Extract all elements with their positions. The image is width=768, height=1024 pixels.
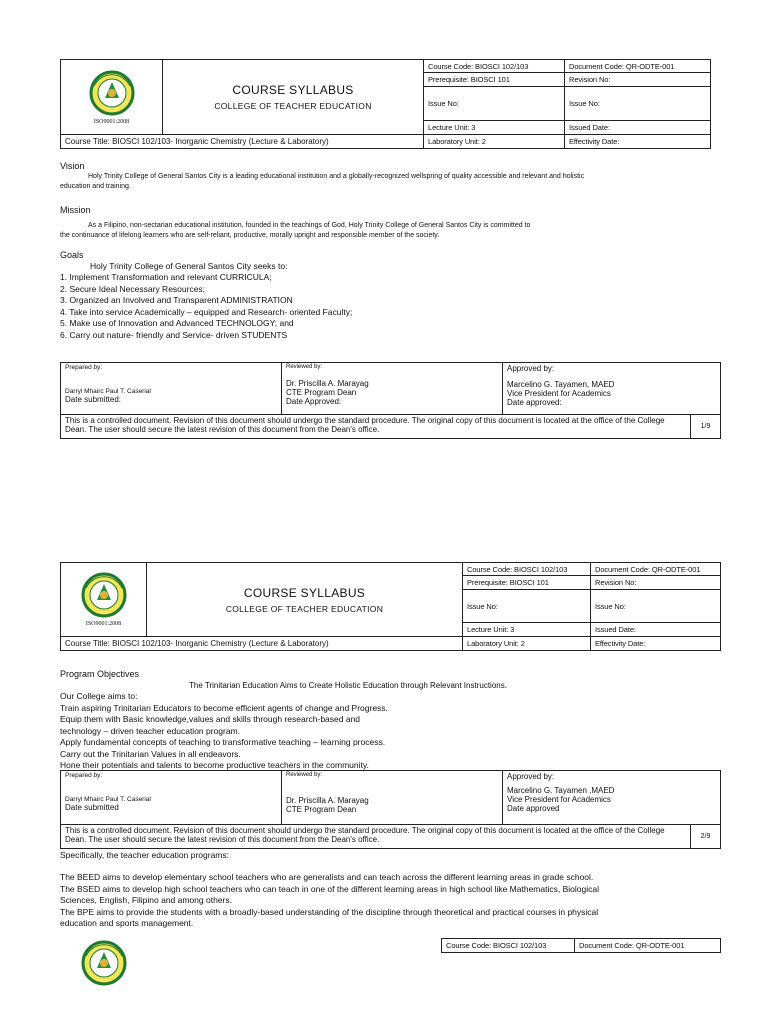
college-aims-list <box>60 691 388 772</box>
mission-text-line-1: As a Filipino, non-sectarian educational institution, founded in the teachings of God, Holy Trinity College of General Santos City is committed to <box>88 222 531 229</box>
approved-title: Vice President for Academics <box>507 389 611 398</box>
course-title: Course Title: BIOSCI 102/103- Inorganic Chemistry (Lecture & Laboratory) <box>61 637 463 651</box>
approved-label: Approved by: <box>507 772 555 781</box>
reviewed-cell <box>282 771 503 825</box>
lecture-unit: Lecture Unit: 3 <box>424 121 565 135</box>
aim-line: Carry out the Trinitarian Values in all endeavors. <box>60 748 241 759</box>
prepared-name: Darryl Mhairc Paul T. Caserial <box>65 796 151 803</box>
laboratory-unit: Laboratory Unit: 2 <box>463 637 591 651</box>
vision-text-line-1: Holy Trinity College of General Santos City is a leading educational institution and a globally-recognized wellspring of quality accessible and relevant and holistic <box>88 173 585 180</box>
iso-certification: ISO9001:2008 <box>85 621 122 627</box>
reviewed-label: Reviewed by: <box>286 772 323 778</box>
approved-name: Marcelino G. Tayamen ,MAED <box>507 786 615 795</box>
control-line-2: Dean. The user should secure the latest revision of this document from the Dean's office. <box>65 835 380 844</box>
goal-item: 1. Implement Transformation and relevant CURRICULA; <box>60 272 272 282</box>
control-line-2: Dean. The user should secure the latest revision of this document from the Dean's office. <box>65 425 380 434</box>
goals-list <box>60 272 352 341</box>
bsed-text-line-1: The BSED aims to develop high school teachers who can teach in one of the different learning areas in high school like Mathematics, Biological <box>60 884 599 894</box>
beed-text: The BEED aims to develop elementary school teachers who are generalists and can teach across the different learning areas in grade school. <box>60 872 594 882</box>
issue-no-right: Issue No: <box>565 87 711 121</box>
goals-intro: Holy Trinity College of General Santos City seeks to: <box>90 261 288 271</box>
approved-label: Approved by: <box>507 364 555 373</box>
title-cell <box>147 563 463 637</box>
vision-text-line-2: education and training. <box>60 183 131 190</box>
specifically-text: Specifically, the teacher education programs: <box>60 850 229 860</box>
reviewed-title: CTE Program Dean <box>286 805 357 814</box>
document-code: Document Code: QR-ODTE-001 <box>591 563 721 576</box>
control-line-1: This is a controlled document. Revision of this document should undergo the standard procedure. The original copy of this document is located at the office of the College <box>65 826 665 835</box>
control-line-1: This is a controlled document. Revision of this document should undergo the standard procedure. The original copy of this document is located at the office of the College <box>65 416 665 425</box>
prepared-date: Date submitted: <box>65 395 122 404</box>
program-objectives-heading: Program Objectives <box>60 669 140 679</box>
issued-date: Issued Date: <box>565 121 711 135</box>
college-name: COLLEGE OF TEACHER EDUCATION <box>214 101 372 111</box>
page-title: COURSE SYLLABUS <box>243 585 366 600</box>
document-code: Document Code: QR-ODTE-001 <box>575 939 721 953</box>
aim-line: Train aspiring Trinitarian Educators to become efficient agents of change and Progress. <box>60 702 388 713</box>
title-cell <box>163 60 424 135</box>
approved-name: Marcelino G. Tayamen, MAED <box>507 380 615 389</box>
prepared-date: Date submitted <box>65 803 119 812</box>
logo-cell <box>61 563 147 637</box>
approved-cell <box>503 771 721 825</box>
vision-heading: Vision <box>60 161 85 171</box>
prepared-cell <box>61 363 282 415</box>
reviewed-name: Dr. Priscilla A. Marayag <box>286 796 369 805</box>
page-number: 2/9 <box>691 825 721 849</box>
prerequisite: Prerequisite: BIOSCI 101 <box>463 576 591 590</box>
bpe-text-line-1: The BPE aims to provide the students with a broadly-based understanding of the discipline through theoretical and practical courses in physical <box>60 907 599 917</box>
controlled-document-notice <box>61 415 691 439</box>
page2-header-table <box>60 562 721 651</box>
reviewed-label: Reviewed by: <box>286 364 323 370</box>
goal-item: 3. Organized an Involved and Transparent ADMINISTRATION <box>60 295 293 305</box>
prepared-cell <box>61 771 282 825</box>
lecture-unit: Lecture Unit: 3 <box>463 623 591 637</box>
revision-no: Revision No: <box>591 576 721 590</box>
effectivity-date: Effectivity Date: <box>591 637 721 651</box>
mission-text-line-2: the continuance of lifelong learners who are self-reliant, productive, morally upright and responsible member of the society. <box>60 232 440 239</box>
issue-no-left: Issue No: <box>424 87 565 121</box>
bsed-text-line-2: Sciences, English, Filipino and among others. <box>60 895 232 905</box>
course-code: Course Code: BIOSCI 102/103 <box>424 60 565 73</box>
reviewed-name: Dr. Priscilla A. Marayag <box>286 379 369 388</box>
revision-no: Revision No: <box>565 73 711 87</box>
approved-title: Vice President for Academics <box>507 795 611 804</box>
approved-date: Date approved <box>507 804 560 813</box>
reviewed-date: Date Approved: <box>286 397 342 406</box>
college-seal-logo <box>78 940 130 991</box>
effectivity-date: Effectivity Date: <box>565 135 711 149</box>
page3-header-table <box>441 938 721 953</box>
trinitarian-statement: The Trinitarian Education Aims to Create Holistic Education through Relevant Instructions. <box>189 681 507 690</box>
college-name: COLLEGE OF TEACHER EDUCATION <box>225 603 384 614</box>
aim-line: Equip them with Basic knowledge,values and skills through research-based and <box>60 714 361 724</box>
laboratory-unit: Laboratory Unit: 2 <box>424 135 565 149</box>
goals-heading: Goals <box>60 250 84 260</box>
bpe-text-line-2: education and sports management. <box>60 918 194 928</box>
course-code: Course Code: BIOSCI 102/103 <box>463 563 591 576</box>
goal-item: 5. Make use of Innovation and Advanced TECHNOLOGY; and <box>60 318 294 328</box>
iso-certification: ISO9001:2008 <box>93 118 130 125</box>
goal-item: 6. Carry out nature- friendly and Service- driven STUDENTS <box>60 329 288 340</box>
aim-line: Apply fundamental concepts of teaching to transformative teaching – learning process. <box>60 737 386 747</box>
issued-date: Issued Date: <box>591 623 721 637</box>
issue-no-right: Issue No: <box>591 590 721 623</box>
aim-line: technology – driven teacher education program. <box>60 725 241 736</box>
prepared-label: Prepared by: <box>65 364 103 371</box>
page-title: COURSE SYLLABUS <box>232 83 354 97</box>
college-seal-logo <box>63 70 160 118</box>
college-seal-logo <box>63 572 144 620</box>
document-code: Document Code: QR-ODTE-001 <box>565 60 711 73</box>
controlled-document-notice <box>61 825 691 849</box>
prepared-name: Darryl Mhairc Paul T. Caserial <box>65 388 151 395</box>
goal-item: 2. Secure Ideal Necessary Resources; <box>60 283 206 294</box>
mission-heading: Mission <box>60 205 91 215</box>
page1-header-table <box>60 59 711 149</box>
issue-no-left: Issue No: <box>463 590 591 623</box>
logo-cell <box>61 60 163 135</box>
course-title: Course Title: BIOSCI 102/103- Inorganic Chemistry (Lecture & Laboratory) <box>61 135 424 149</box>
aim-line: Hone their potentials and talents to become productive teachers in the community. <box>60 760 369 770</box>
reviewed-title: CTE Program Dean <box>286 388 357 397</box>
prerequisite: Prerequisite: BIOSCI 101 <box>424 73 565 87</box>
course-code: Course Code: BIOSCI 102/103 <box>442 939 575 953</box>
aim-line: Our College aims to: <box>60 691 138 701</box>
approved-cell <box>503 363 721 415</box>
page1-signoff-table <box>60 362 721 439</box>
reviewed-cell <box>282 363 503 415</box>
page-number: 1/9 <box>691 415 721 439</box>
page2-signoff-table <box>60 770 721 849</box>
goal-item: 4. Take into service Academically – equipped and Research- oriented Faculty; <box>60 306 353 317</box>
prepared-label: Prepared by: <box>65 772 103 779</box>
approved-date: Date approved: <box>507 398 562 407</box>
